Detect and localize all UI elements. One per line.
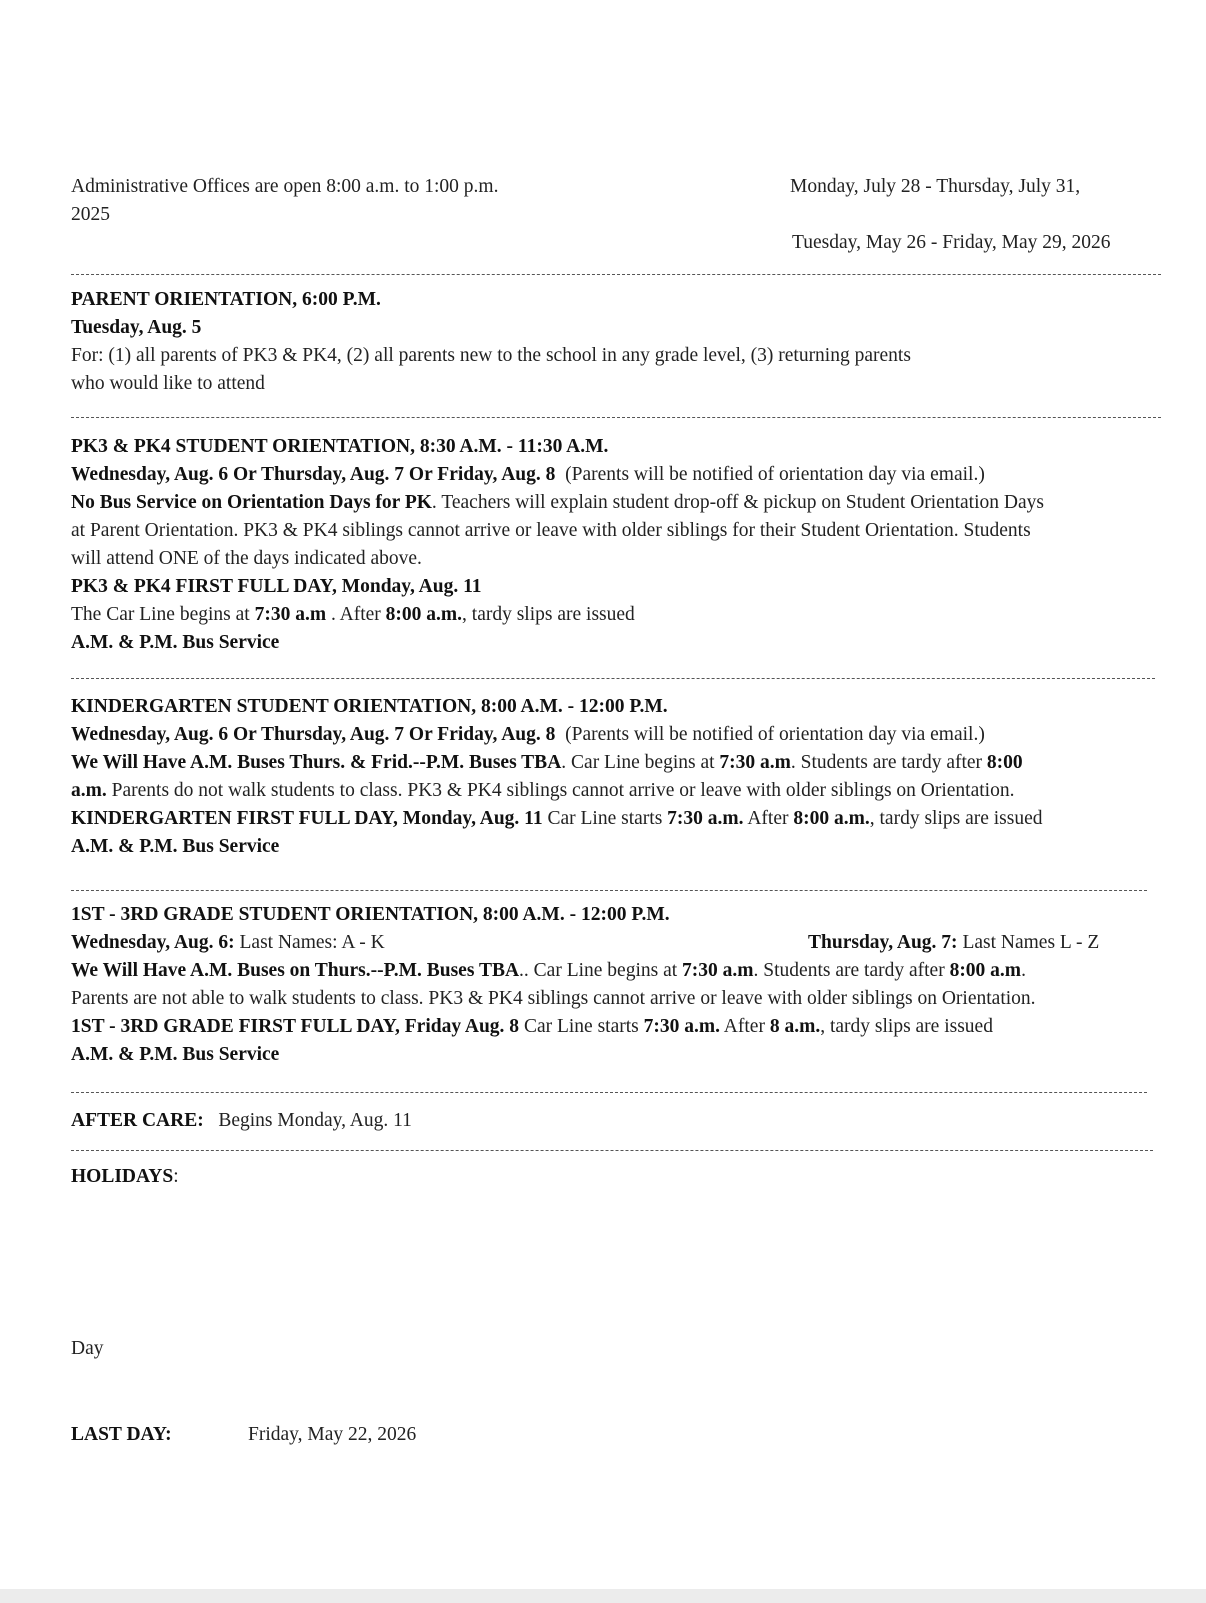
kinder-orientation-title: KINDERGARTEN STUDENT ORIENTATION, 8:00 A.M. - 12:00 P.M. xyxy=(71,696,668,717)
divider xyxy=(71,1150,1153,1151)
offices-year: 2025 xyxy=(71,204,110,225)
after-care-label: AFTER CARE: xyxy=(71,1110,204,1131)
page-bottom-bar xyxy=(0,1589,1206,1603)
grades-tardy-time: 8:00 a.m xyxy=(949,960,1022,981)
pk-orientation-dates: Wednesday, Aug. 6 Or Thursday, Aug. 7 Or Friday, Aug. 8 xyxy=(71,464,556,485)
pk-car-line xyxy=(71,601,635,629)
kinder-buses-rest-1: . Car Line begins at xyxy=(561,752,720,773)
kinder-fd-time: 7:30 a.m. xyxy=(667,808,744,829)
kinder-fd-text-3: , tardy slips are issued xyxy=(869,808,1043,829)
pk-tardy-time: 8:00 a.m. xyxy=(385,604,463,625)
pk-no-bus-line xyxy=(71,489,1044,517)
grades-first-day-line xyxy=(71,1013,993,1041)
kinder-orientation-note: (Parents will be notified of orientation day via email.) xyxy=(565,724,985,745)
grades-buses-rest-2: . Students are tardy after xyxy=(753,960,950,981)
pk-first-day: PK3 & PK4 FIRST FULL DAY, Monday, Aug. 11 xyxy=(71,576,482,597)
kinder-text-rest: Parents do not walk students to class. PK3 & PK4 siblings cannot arrive or leave with older siblings on Orientation. xyxy=(106,780,1015,801)
pk-car-text-2: . After xyxy=(326,604,386,625)
pk-car-text-3: , tardy slips are issued xyxy=(462,604,635,625)
grades-buses-line xyxy=(71,957,1026,985)
divider xyxy=(71,890,1147,891)
after-care-value: Begins Monday, Aug. 11 xyxy=(218,1110,412,1131)
kinder-buses: We Will Have A.M. Buses Thurs. & Frid.--P.M. Buses TBA xyxy=(71,752,562,773)
grades-thu-line xyxy=(808,929,1099,957)
kinder-car-time: 7:30 a.m xyxy=(719,752,791,773)
holidays-colon: : xyxy=(173,1166,179,1187)
pk-car-text-1: The Car Line begins at xyxy=(71,604,255,625)
last-day-label: LAST DAY: xyxy=(71,1424,172,1445)
parent-orientation-title: PARENT ORIENTATION, 6:00 P.M. xyxy=(71,289,381,310)
holidays-label: HOLIDAYS xyxy=(71,1166,174,1187)
pk-text-line-3: will attend ONE of the days indicated above. xyxy=(71,548,422,569)
grades-car-time: 7:30 a.m xyxy=(682,960,754,981)
kinder-dates-line xyxy=(71,721,985,749)
pk-orientation-dates-line xyxy=(71,461,985,489)
parent-orientation-desc-2: who would like to attend xyxy=(71,373,265,394)
grades-thu-names: Last Names L - Z xyxy=(957,932,1100,953)
grades-fd-text-3: , tardy slips are issued xyxy=(820,1016,993,1037)
divider xyxy=(71,417,1161,418)
grades-bus-service: A.M. & P.M. Bus Service xyxy=(71,1044,280,1065)
pk-text-line-2: at Parent Orientation. PK3 & PK4 siblings cannot arrive or leave with older siblings for their Student Orientation. Students xyxy=(71,520,1031,541)
kinder-tardy-time: 8:00 xyxy=(986,752,1023,773)
kinder-fd-tardy: 8:00 a.m. xyxy=(793,808,870,829)
divider xyxy=(71,274,1161,275)
holiday-wrap-word: Day xyxy=(71,1338,104,1359)
grades-fd-text-1: Car Line starts xyxy=(519,1016,644,1037)
offices-dates-1: Monday, July 28 - Thursday, July 31, xyxy=(790,176,1081,197)
grades-wed-line xyxy=(71,929,385,957)
grades-first-day: 1ST - 3RD GRADE FIRST FULL DAY, Friday Aug. 8 xyxy=(71,1016,520,1037)
after-care-line xyxy=(71,1107,412,1135)
grades-buses: We Will Have A.M. Buses on Thurs.--P.M. Buses TBA xyxy=(71,960,520,981)
kinder-fd-text-1: Car Line starts xyxy=(542,808,668,829)
offices-hours: Administrative Offices are open 8:00 a.m. to 1:00 p.m. xyxy=(71,176,499,197)
pk-bus-service: A.M. & P.M. Bus Service xyxy=(71,632,280,653)
grades-fd-tardy: 8 a.m. xyxy=(769,1016,821,1037)
offices-dates-2: Tuesday, May 26 - Friday, May 29, 2026 xyxy=(792,232,1111,253)
grades-buses-rest-3: . xyxy=(1021,960,1026,981)
kinder-orientation-dates: Wednesday, Aug. 6 Or Thursday, Aug. 7 Or Friday, Aug. 8 xyxy=(71,724,556,745)
kinder-first-day: KINDERGARTEN FIRST FULL DAY, Monday, Aug. 11 xyxy=(71,808,543,829)
grades-orientation-title: 1ST - 3RD GRADE STUDENT ORIENTATION, 8:00 A.M. - 12:00 P.M. xyxy=(71,904,670,925)
grades-wed-names: Last Names: A - K xyxy=(234,932,385,953)
grades-wed: Wednesday, Aug. 6: xyxy=(71,932,235,953)
kinder-text-line-2 xyxy=(71,777,1014,805)
pk-no-bus-rest: . Teachers will explain student drop-off & pickup on Student Orientation Days xyxy=(431,492,1044,513)
grades-text-line-2: Parents are not able to walk students to class. PK3 & PK4 siblings cannot arrive or leave with older siblings on Orientation. xyxy=(71,988,1036,1009)
pk-no-bus: No Bus Service on Orientation Days for PK xyxy=(71,492,432,513)
divider xyxy=(71,1092,1147,1093)
parent-orientation-date: Tuesday, Aug. 5 xyxy=(71,317,202,338)
parent-orientation-desc: For: (1) all parents of PK3 & PK4, (2) all parents new to the school in any grade level, (3) returning parents xyxy=(71,345,911,366)
last-day-value: Friday, May 22, 2026 xyxy=(248,1424,417,1445)
grades-fd-text-2: After xyxy=(720,1016,770,1037)
kinder-buses-line xyxy=(71,749,1023,777)
divider xyxy=(71,678,1155,679)
kinder-bus-service: A.M. & P.M. Bus Service xyxy=(71,836,280,857)
pk-orientation-note: (Parents will be notified of orientation day via email.) xyxy=(565,464,985,485)
kinder-fd-text-2: After xyxy=(743,808,794,829)
pk-car-time: 7:30 a.m xyxy=(254,604,327,625)
grades-buses-rest-1: .. Car Line begins at xyxy=(519,960,683,981)
grades-thu: Thursday, Aug. 7: xyxy=(808,932,958,953)
kinder-tardy-ampm: a.m. xyxy=(71,780,107,801)
grades-fd-time: 7:30 a.m. xyxy=(643,1016,720,1037)
holidays-heading xyxy=(71,1163,179,1191)
kinder-buses-rest-2: . Students are tardy after xyxy=(790,752,987,773)
pk-orientation-title: PK3 & PK4 STUDENT ORIENTATION, 8:30 A.M. - 11:30 A.M. xyxy=(71,436,609,457)
kinder-first-day-line xyxy=(71,805,1043,833)
